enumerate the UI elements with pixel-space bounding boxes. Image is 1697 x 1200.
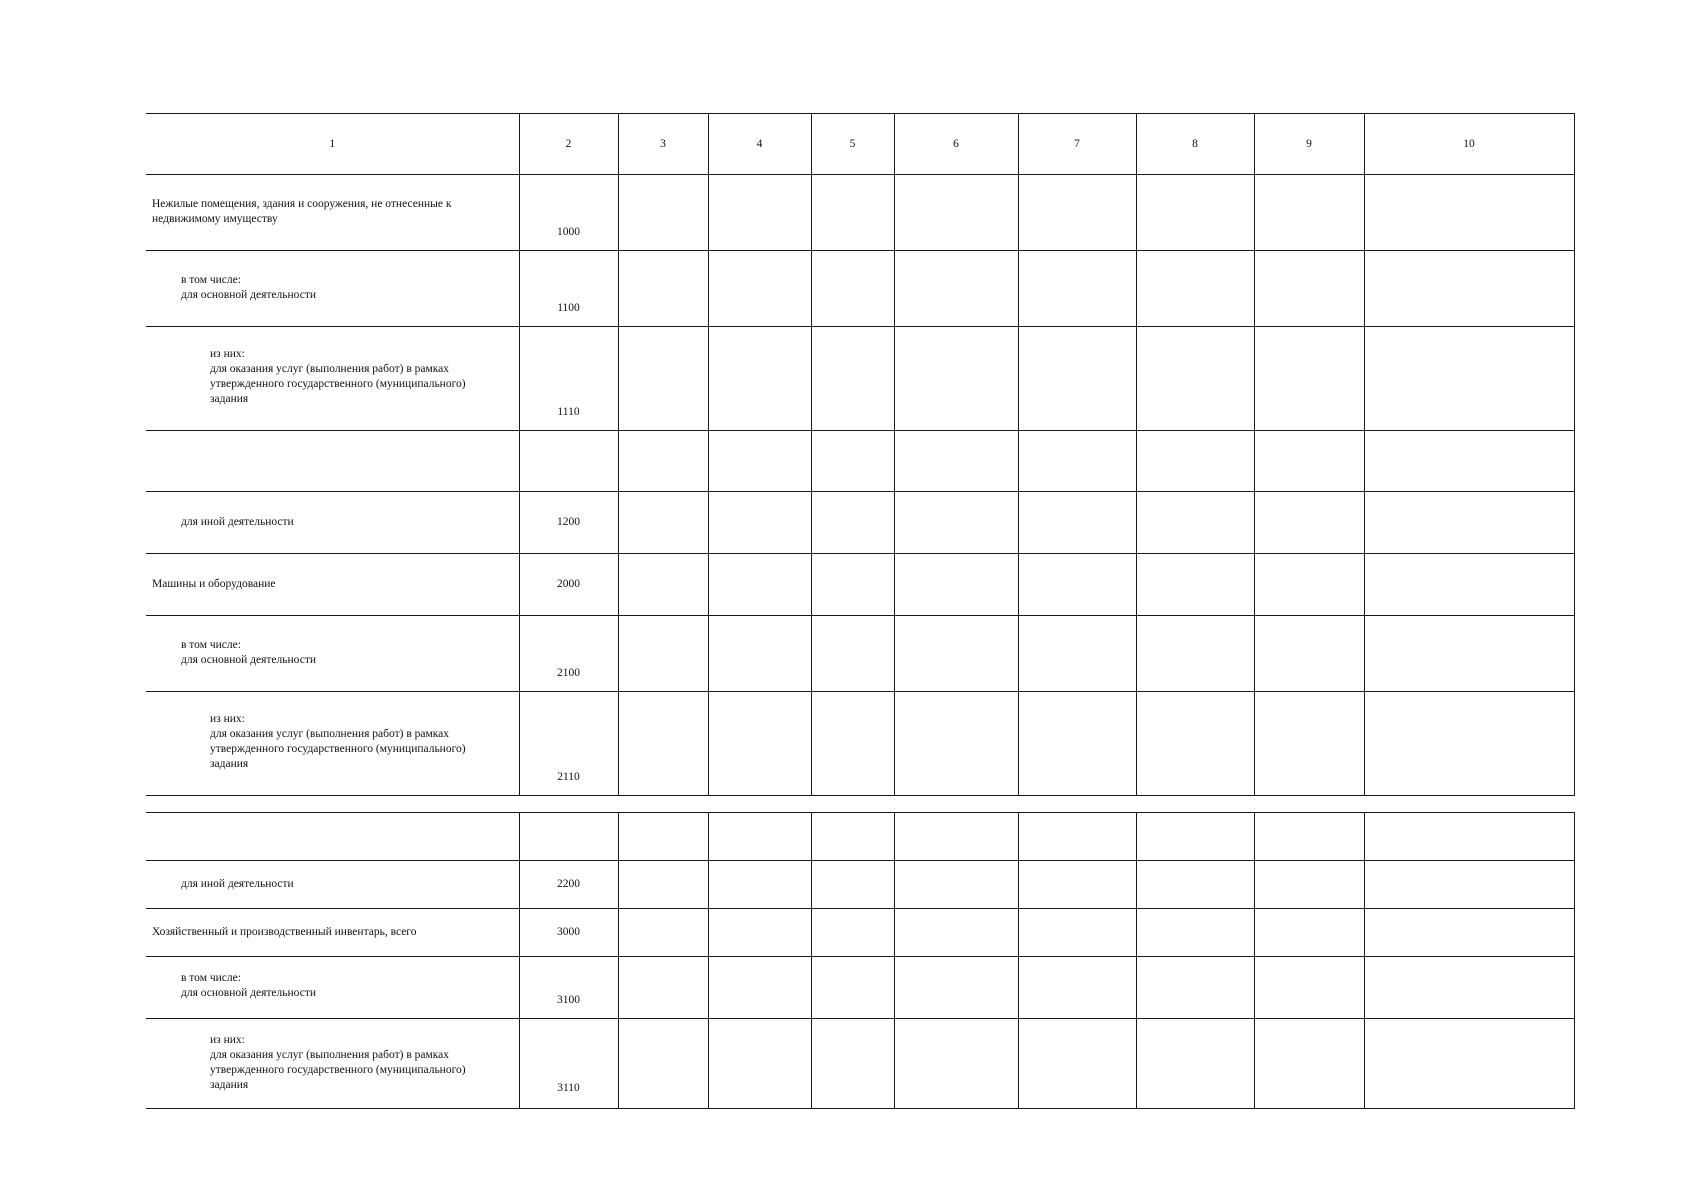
table-row	[146, 909, 1574, 957]
value-cell	[1364, 327, 1574, 431]
row-name-cell	[146, 1019, 519, 1109]
value-cell	[618, 616, 708, 692]
value-cell	[618, 957, 708, 1019]
value-cell	[811, 957, 894, 1019]
value-cell	[894, 554, 1018, 616]
table-row	[146, 1019, 1574, 1109]
value-cell	[1018, 175, 1136, 251]
value-cell	[811, 861, 894, 909]
row-name-cell	[146, 554, 519, 616]
value-cell	[1254, 554, 1364, 616]
column-number: 5	[811, 114, 894, 175]
value-cell	[618, 554, 708, 616]
row-code: 2110	[519, 692, 618, 796]
value-cell	[1136, 492, 1254, 554]
row-code: 3100	[519, 957, 618, 1019]
value-cell	[1254, 692, 1364, 796]
row-code: 1110	[519, 327, 618, 431]
value-cell	[1136, 251, 1254, 327]
column-number: 9	[1254, 114, 1364, 175]
value-cell	[811, 554, 894, 616]
value-cell	[811, 909, 894, 957]
column-number: 7	[1018, 114, 1136, 175]
value-cell	[1254, 175, 1364, 251]
row-name-cell	[146, 492, 519, 554]
value-cell	[1364, 431, 1574, 492]
value-cell	[811, 692, 894, 796]
value-cell	[618, 175, 708, 251]
value-cell	[1136, 861, 1254, 909]
row-name-cell	[146, 909, 519, 957]
row-code: 3110	[519, 1019, 618, 1109]
value-cell	[618, 492, 708, 554]
row-name: в том числе: для основной деятельности	[181, 639, 316, 666]
value-cell	[708, 554, 811, 616]
row-code: 3000	[519, 909, 618, 957]
value-cell	[1364, 692, 1574, 796]
column-number: 8	[1136, 114, 1254, 175]
table-row	[146, 251, 1574, 327]
value-cell	[1254, 861, 1364, 909]
value-cell	[894, 492, 1018, 554]
row-code: 1200	[519, 492, 618, 554]
value-cell	[894, 813, 1018, 861]
value-cell	[1254, 431, 1364, 492]
value-cell	[1364, 909, 1574, 957]
row-code	[519, 813, 618, 861]
row-name: Хозяйственный и производственный инвентарь, всего	[152, 926, 417, 938]
table-row	[146, 861, 1574, 909]
value-cell	[1018, 616, 1136, 692]
value-cell	[1018, 327, 1136, 431]
table-row	[146, 492, 1574, 554]
value-cell	[708, 692, 811, 796]
value-cell	[1018, 492, 1136, 554]
value-cell	[1254, 616, 1364, 692]
value-cell	[811, 431, 894, 492]
value-cell	[618, 251, 708, 327]
column-number: 2	[519, 114, 618, 175]
value-cell	[894, 957, 1018, 1019]
column-number: 1	[146, 114, 519, 175]
value-cell	[894, 251, 1018, 327]
column-number-header	[146, 114, 1574, 175]
table-row	[146, 554, 1574, 616]
value-cell	[708, 909, 811, 957]
value-cell	[1364, 1019, 1574, 1109]
row-name: Нежилые помещения, здания и сооружения, не отнесенные к недвижимому имуществу	[152, 198, 452, 225]
value-cell	[1018, 1019, 1136, 1109]
row-name: из них: для оказания услуг (выполнения работ) в рамках утвержденного государственного (муниципального) задания	[210, 713, 466, 770]
value-cell	[1364, 813, 1574, 861]
value-cell	[811, 492, 894, 554]
value-cell	[708, 861, 811, 909]
row-name	[146, 813, 519, 861]
value-cell	[811, 251, 894, 327]
value-cell	[1018, 861, 1136, 909]
row-name: для иной деятельности	[181, 516, 294, 528]
row-name-cell	[146, 692, 519, 796]
value-cell	[1136, 554, 1254, 616]
value-cell	[1364, 492, 1574, 554]
value-cell	[1018, 957, 1136, 1019]
row-name	[146, 431, 519, 492]
column-number: 6	[894, 114, 1018, 175]
value-cell	[1254, 327, 1364, 431]
value-cell	[1136, 175, 1254, 251]
value-cell	[708, 492, 811, 554]
value-cell	[1364, 554, 1574, 616]
value-cell	[894, 175, 1018, 251]
value-cell	[708, 616, 811, 692]
value-cell	[894, 909, 1018, 957]
value-cell	[708, 1019, 811, 1109]
value-cell	[811, 813, 894, 861]
value-cell	[1136, 327, 1254, 431]
column-number: 3	[618, 114, 708, 175]
value-cell	[894, 1019, 1018, 1109]
table-row	[146, 692, 1574, 796]
row-name: из них: для оказания услуг (выполнения работ) в рамках утвержденного государственного (муниципального) задания	[210, 348, 466, 405]
value-cell	[708, 251, 811, 327]
property-table-top	[146, 113, 1575, 796]
value-cell	[811, 175, 894, 251]
row-name: из них: для оказания услуг (выполнения работ) в рамках утвержденного государственного (муниципального) задания	[210, 1034, 466, 1091]
value-cell	[618, 1019, 708, 1109]
row-code: 2100	[519, 616, 618, 692]
row-code: 1000	[519, 175, 618, 251]
value-cell	[1018, 813, 1136, 861]
row-name-cell	[146, 327, 519, 431]
property-table-bottom	[146, 812, 1575, 1109]
table-row-empty	[146, 431, 1574, 492]
row-name: Машины и оборудование	[152, 578, 276, 590]
value-cell	[1254, 492, 1364, 554]
table-row	[146, 327, 1574, 431]
row-name-cell	[146, 175, 519, 251]
value-cell	[618, 692, 708, 796]
value-cell	[1364, 861, 1574, 909]
value-cell	[1254, 251, 1364, 327]
value-cell	[1136, 957, 1254, 1019]
value-cell	[811, 1019, 894, 1109]
value-cell	[1364, 175, 1574, 251]
value-cell	[708, 813, 811, 861]
value-cell	[894, 861, 1018, 909]
value-cell	[1254, 957, 1364, 1019]
value-cell	[1364, 251, 1574, 327]
value-cell	[1364, 957, 1574, 1019]
table-row	[146, 616, 1574, 692]
value-cell	[811, 616, 894, 692]
value-cell	[618, 327, 708, 431]
value-cell	[1136, 1019, 1254, 1109]
column-number: 10	[1364, 114, 1574, 175]
value-cell	[894, 616, 1018, 692]
value-cell	[1254, 813, 1364, 861]
row-name: в том числе: для основной деятельности	[181, 274, 316, 301]
row-code	[519, 431, 618, 492]
value-cell	[894, 431, 1018, 492]
table-row-empty	[146, 813, 1574, 861]
value-cell	[708, 327, 811, 431]
value-cell	[1136, 692, 1254, 796]
value-cell	[1136, 431, 1254, 492]
value-cell	[811, 327, 894, 431]
value-cell	[618, 909, 708, 957]
value-cell	[1364, 616, 1574, 692]
value-cell	[1136, 909, 1254, 957]
column-number: 4	[708, 114, 811, 175]
row-name: в том числе: для основной деятельности	[181, 972, 316, 999]
row-code: 2200	[519, 861, 618, 909]
value-cell	[1254, 909, 1364, 957]
value-cell	[1018, 251, 1136, 327]
row-name-cell	[146, 957, 519, 1019]
row-name-cell	[146, 861, 519, 909]
row-name-cell	[146, 251, 519, 327]
value-cell	[1136, 616, 1254, 692]
value-cell	[1018, 692, 1136, 796]
value-cell	[618, 431, 708, 492]
value-cell	[1018, 909, 1136, 957]
row-name-cell	[146, 616, 519, 692]
value-cell	[894, 327, 1018, 431]
row-code: 1100	[519, 251, 618, 327]
value-cell	[1018, 554, 1136, 616]
value-cell	[894, 692, 1018, 796]
value-cell	[1136, 813, 1254, 861]
row-code: 2000	[519, 554, 618, 616]
value-cell	[1254, 1019, 1364, 1109]
value-cell	[618, 861, 708, 909]
value-cell	[708, 175, 811, 251]
value-cell	[618, 813, 708, 861]
table-row	[146, 957, 1574, 1019]
row-name: для иной деятельности	[181, 878, 294, 890]
value-cell	[708, 957, 811, 1019]
value-cell	[1018, 431, 1136, 492]
value-cell	[708, 431, 811, 492]
table-row	[146, 175, 1574, 251]
